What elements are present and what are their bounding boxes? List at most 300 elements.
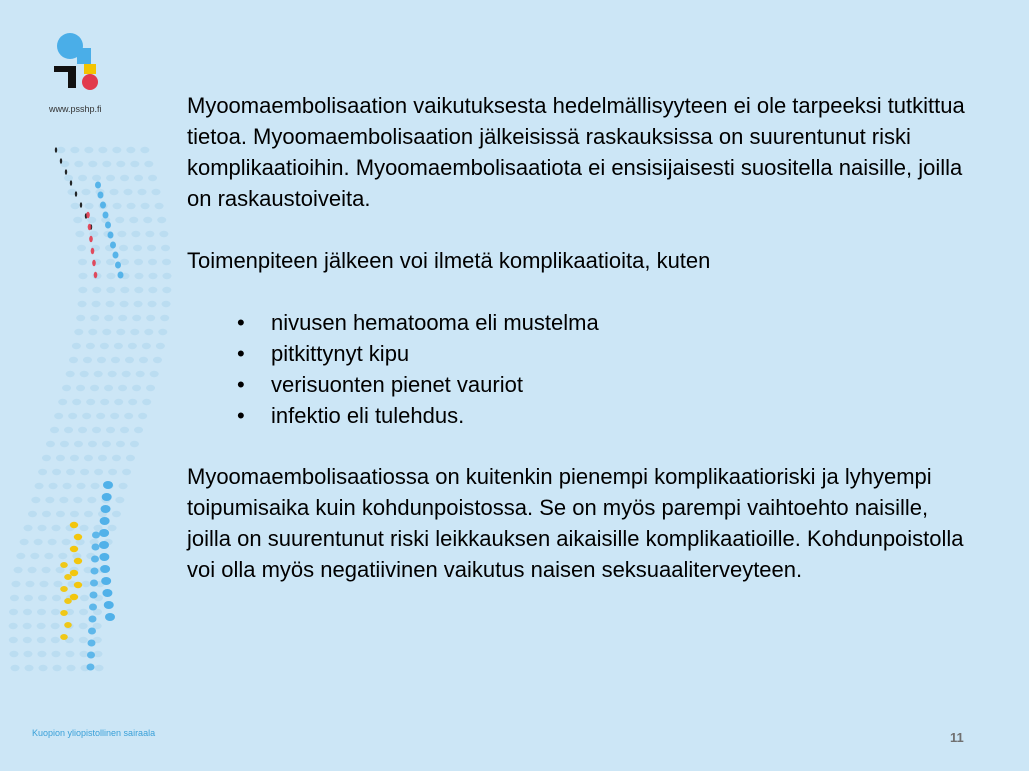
decor-dot bbox=[102, 493, 112, 501]
decor-dot bbox=[64, 622, 72, 628]
decor-dot bbox=[162, 287, 171, 293]
decor-dot bbox=[113, 203, 122, 209]
decor-dot bbox=[103, 212, 109, 219]
decor-dot bbox=[87, 664, 95, 671]
decor-dot bbox=[104, 601, 114, 609]
decor-dot bbox=[114, 399, 123, 405]
decor-dot bbox=[67, 665, 76, 671]
decor-dot bbox=[88, 640, 96, 647]
decor-dot bbox=[86, 399, 95, 405]
decor-dot bbox=[35, 483, 44, 489]
decor-dot bbox=[60, 158, 62, 164]
decor-dot bbox=[78, 259, 87, 265]
decor-dot bbox=[77, 245, 86, 251]
decor-dot bbox=[65, 169, 67, 175]
decor-dot bbox=[152, 189, 161, 195]
decor-dot bbox=[122, 469, 131, 475]
footer-organization: Kuopion yliopistollinen sairaala bbox=[32, 728, 156, 738]
decor-dot bbox=[53, 665, 62, 671]
decor-dot bbox=[45, 497, 54, 503]
decor-dot bbox=[148, 301, 157, 307]
decor-dot bbox=[142, 343, 151, 349]
decor-dot bbox=[60, 441, 69, 447]
decor-dot bbox=[28, 511, 37, 517]
decor-dot bbox=[106, 427, 115, 433]
decor-dot bbox=[74, 161, 83, 167]
decor-dot bbox=[158, 329, 167, 335]
decor-dot bbox=[132, 315, 141, 321]
decor-dot bbox=[66, 469, 75, 475]
bullet-icon: • bbox=[237, 372, 245, 397]
decor-dot bbox=[85, 203, 94, 209]
decor-dot bbox=[111, 357, 120, 363]
decor-dot bbox=[90, 385, 99, 391]
decor-dot bbox=[9, 609, 18, 615]
decor-dot bbox=[106, 175, 115, 181]
decor-dot bbox=[94, 371, 103, 377]
decor-dot bbox=[78, 287, 87, 293]
decor-dot bbox=[146, 315, 155, 321]
decor-dot bbox=[141, 203, 150, 209]
decor-dot bbox=[79, 609, 88, 615]
decor-dot bbox=[98, 192, 104, 199]
decor-dot bbox=[78, 301, 87, 307]
list-item-text: verisuonten pienet vauriot bbox=[271, 372, 523, 397]
paragraph-comparison: Myoomaembolisaatiossa on kuitenkin pienempi komplikaatioriski ja lyhyempi toipumisaika kuin kohdunpoistossa. Se on myös parempi vaihtoehto naisille, joilla on suurentunut riski leikkauksen aikaisille komplikaatioille. Kohdunpoistolla voi olla myös negatiivinen vaikutus naisen seksuaaliterveyteen. bbox=[187, 464, 964, 582]
decor-dot bbox=[64, 175, 73, 181]
decor-dot bbox=[115, 262, 121, 269]
decor-dot bbox=[115, 217, 124, 223]
decor-dot bbox=[23, 651, 32, 657]
decor-dot bbox=[120, 301, 129, 307]
decor-dot bbox=[120, 175, 129, 181]
decor-dot bbox=[42, 567, 51, 573]
decor-dot bbox=[88, 441, 97, 447]
decor-dot bbox=[73, 217, 82, 223]
decor-dot bbox=[50, 427, 59, 433]
decor-dot bbox=[102, 161, 111, 167]
decor-dot bbox=[108, 469, 117, 475]
decor-dot bbox=[161, 245, 170, 251]
decor-dot bbox=[66, 371, 75, 377]
decor-dot bbox=[88, 224, 92, 230]
decor-dot bbox=[122, 371, 131, 377]
decor-dot bbox=[128, 399, 137, 405]
decor-dot bbox=[126, 147, 135, 153]
decor-dot bbox=[79, 623, 88, 629]
decor-dot bbox=[125, 357, 134, 363]
logo-black-bar bbox=[54, 66, 68, 72]
decor-dot bbox=[94, 469, 103, 475]
decor-dot bbox=[76, 385, 85, 391]
decor-dot bbox=[90, 592, 98, 599]
decor-dot bbox=[134, 259, 143, 265]
decor-dot bbox=[51, 609, 60, 615]
decor-dot bbox=[119, 245, 128, 251]
decor-dot bbox=[162, 259, 171, 265]
decor-dot bbox=[134, 273, 143, 279]
decor-dot bbox=[84, 455, 93, 461]
decor-dot bbox=[77, 483, 86, 489]
decor-dot bbox=[106, 273, 115, 279]
decor-dot bbox=[148, 259, 157, 265]
decor-dot bbox=[42, 511, 51, 517]
decor-dot bbox=[126, 455, 135, 461]
logo-yellow-block bbox=[84, 64, 96, 74]
decor-dot bbox=[157, 217, 166, 223]
decor-dot bbox=[146, 385, 155, 391]
decor-dot bbox=[95, 665, 104, 671]
bullet-icon: • bbox=[237, 341, 245, 366]
decor-dot bbox=[159, 231, 168, 237]
list-item-text: pitkittynyt kipu bbox=[271, 341, 410, 366]
decor-dot bbox=[133, 245, 142, 251]
decor-dot bbox=[23, 623, 32, 629]
decor-dot bbox=[144, 161, 153, 167]
logo-black-stem bbox=[68, 66, 76, 88]
decor-dot bbox=[60, 586, 68, 592]
decor-dot bbox=[116, 161, 125, 167]
complications-list bbox=[187, 307, 967, 431]
decor-dot bbox=[102, 589, 112, 597]
decor-dot bbox=[130, 329, 139, 335]
decor-dot bbox=[134, 287, 143, 293]
decor-dot bbox=[120, 259, 129, 265]
decor-dot bbox=[92, 260, 96, 266]
decor-dot bbox=[100, 343, 109, 349]
decor-dot bbox=[79, 651, 88, 657]
decor-dot bbox=[101, 577, 111, 585]
decor-dot bbox=[140, 147, 149, 153]
decor-dot bbox=[134, 427, 143, 433]
decor-dot bbox=[9, 623, 18, 629]
decor-dot bbox=[87, 497, 96, 503]
decor-dot bbox=[147, 245, 156, 251]
decor-dot bbox=[124, 413, 133, 419]
decor-dot bbox=[38, 595, 47, 601]
decor-dot bbox=[89, 616, 97, 623]
decor-dot bbox=[65, 651, 74, 657]
decor-dot bbox=[106, 301, 115, 307]
decor-dot bbox=[52, 525, 61, 531]
paragraph-complications-intro: Toimenpiteen jälkeen voi ilmetä komplikaatioita, kuten bbox=[187, 248, 711, 273]
logo-blue-block bbox=[77, 48, 91, 64]
decor-dot bbox=[91, 568, 99, 575]
decor-dot bbox=[84, 147, 93, 153]
decor-dot bbox=[56, 511, 65, 517]
decor-dot bbox=[108, 232, 114, 239]
decor-dot bbox=[70, 522, 78, 528]
decor-dot bbox=[136, 371, 145, 377]
decor-dot bbox=[80, 371, 89, 377]
decor-dot bbox=[112, 455, 121, 461]
decor-dot bbox=[98, 455, 107, 461]
decor-dot bbox=[72, 399, 81, 405]
decor-dot bbox=[10, 595, 19, 601]
decor-dot bbox=[124, 189, 133, 195]
decor-dot bbox=[70, 594, 78, 600]
logo-red-circle bbox=[82, 74, 98, 90]
decor-dot bbox=[108, 371, 117, 377]
decor-dot bbox=[69, 357, 78, 363]
decor-dot bbox=[112, 511, 121, 517]
decor-dot bbox=[91, 483, 100, 489]
decor-dot bbox=[91, 556, 99, 563]
decor-dot bbox=[58, 553, 67, 559]
decor-dot bbox=[138, 189, 147, 195]
decor-dot bbox=[94, 272, 98, 278]
decor-dot bbox=[75, 191, 77, 197]
decor-dot bbox=[68, 413, 77, 419]
decor-dot bbox=[56, 455, 65, 461]
list-item bbox=[237, 338, 967, 369]
decor-dot bbox=[70, 455, 79, 461]
decor-dot bbox=[87, 652, 95, 659]
decor-dot bbox=[51, 651, 60, 657]
decor-dot bbox=[74, 534, 82, 540]
decor-dot bbox=[91, 248, 95, 254]
decor-dot bbox=[56, 147, 65, 153]
decor-dot bbox=[39, 665, 48, 671]
decor-dot bbox=[46, 441, 55, 447]
decor-dot bbox=[162, 301, 171, 307]
decor-dot bbox=[63, 483, 72, 489]
decor-dot bbox=[144, 329, 153, 335]
decor-dot bbox=[118, 385, 127, 391]
decor-dot bbox=[110, 242, 116, 249]
decor-dot bbox=[108, 525, 117, 531]
decor-dot bbox=[118, 272, 124, 279]
logo-url: www.psshp.fi bbox=[49, 104, 102, 114]
decor-dot bbox=[100, 202, 106, 209]
decor-dot bbox=[130, 161, 139, 167]
decor-dot bbox=[75, 231, 84, 237]
decor-dot bbox=[117, 231, 126, 237]
decor-dot bbox=[62, 385, 71, 391]
decor-dot bbox=[24, 595, 33, 601]
decor-dot bbox=[130, 441, 139, 447]
decor-dot bbox=[90, 315, 99, 321]
decor-dot bbox=[92, 175, 101, 181]
decor-dot bbox=[145, 231, 154, 237]
decor-dot bbox=[70, 570, 78, 576]
decor-dot bbox=[71, 203, 80, 209]
decor-dot bbox=[105, 613, 115, 621]
decor-dot bbox=[100, 565, 110, 573]
decor-dot bbox=[37, 623, 46, 629]
decor-dot bbox=[131, 231, 140, 237]
decor-dot bbox=[116, 441, 125, 447]
decor-dot bbox=[139, 357, 148, 363]
decor-dot bbox=[20, 539, 29, 545]
list-item bbox=[237, 400, 967, 431]
decor-dot bbox=[142, 399, 151, 405]
decor-dot bbox=[30, 553, 39, 559]
decor-dot bbox=[78, 273, 87, 279]
decor-dot bbox=[127, 203, 136, 209]
decor-dot bbox=[80, 202, 82, 208]
decor-dot bbox=[119, 483, 128, 489]
decor-dot bbox=[23, 637, 32, 643]
decor-dot bbox=[74, 329, 83, 335]
decor-dot bbox=[134, 175, 143, 181]
decor-dot bbox=[64, 427, 73, 433]
decor-dot bbox=[96, 413, 105, 419]
decor-dot bbox=[100, 517, 110, 525]
decor-dot bbox=[92, 427, 101, 433]
decor-dot bbox=[88, 329, 97, 335]
decor-dot bbox=[81, 581, 90, 587]
decor-dot bbox=[44, 553, 53, 559]
decor-dot bbox=[104, 385, 113, 391]
decor-dot bbox=[80, 469, 89, 475]
decor-dot bbox=[55, 147, 57, 153]
decor-dot bbox=[120, 287, 129, 293]
decor-dot bbox=[148, 175, 157, 181]
decor-dot bbox=[60, 562, 68, 568]
decor-dot bbox=[60, 610, 68, 616]
decor-dot bbox=[11, 665, 20, 671]
decor-dot bbox=[52, 469, 61, 475]
decor-dot bbox=[88, 628, 96, 635]
decor-dot bbox=[70, 511, 79, 517]
decor-dot bbox=[148, 287, 157, 293]
decor-dot bbox=[58, 399, 67, 405]
decor-dot bbox=[99, 529, 109, 537]
decor-dot bbox=[102, 329, 111, 335]
decor-dot bbox=[138, 413, 147, 419]
decor-dot bbox=[113, 252, 119, 259]
decor-dot bbox=[84, 511, 93, 517]
decor-dot bbox=[38, 469, 47, 475]
decor-dot bbox=[76, 315, 85, 321]
decor-dot bbox=[89, 604, 97, 611]
decor-dot bbox=[102, 441, 111, 447]
decor-dot bbox=[9, 637, 18, 643]
decor-dot bbox=[129, 217, 138, 223]
decor-dot bbox=[25, 665, 34, 671]
decor-dot bbox=[37, 651, 46, 657]
decor-dot bbox=[37, 637, 46, 643]
decor-dot bbox=[14, 567, 23, 573]
decor-dot bbox=[70, 180, 72, 186]
decor-dot bbox=[79, 637, 88, 643]
decor-dot bbox=[106, 259, 115, 265]
decor-dot bbox=[38, 525, 47, 531]
decor-dot bbox=[11, 581, 20, 587]
decor-dot bbox=[39, 581, 48, 587]
decorative-dot-wave bbox=[0, 130, 200, 710]
decor-dot bbox=[99, 553, 109, 561]
decor-dot bbox=[92, 544, 100, 551]
decor-dot bbox=[25, 581, 34, 587]
decor-dot bbox=[51, 623, 60, 629]
decor-dot bbox=[153, 357, 162, 363]
decor-dot bbox=[54, 413, 63, 419]
decor-dot bbox=[114, 343, 123, 349]
list-item-text: infektio eli tulehdus. bbox=[271, 403, 465, 428]
decor-dot bbox=[112, 147, 121, 153]
decor-dot bbox=[160, 315, 169, 321]
decor-dot bbox=[89, 236, 93, 242]
decor-dot bbox=[99, 541, 109, 549]
decor-dot bbox=[60, 634, 68, 640]
decor-dot bbox=[70, 147, 79, 153]
page-number: 11 bbox=[950, 730, 964, 745]
decor-dot bbox=[48, 539, 57, 545]
decor-dot bbox=[120, 427, 129, 433]
decor-dot bbox=[59, 497, 68, 503]
decor-dot bbox=[115, 497, 124, 503]
decor-dot bbox=[104, 315, 113, 321]
decor-dot bbox=[86, 212, 90, 218]
psshp-logo bbox=[50, 32, 110, 102]
paragraph-fertility: Myoomaembolisaation vaikutuksesta hedelmällisyyteen ei ole tarpeeksi tutkittua tietoa. Myoomaembolisaation jälkeisissä raskauksissa on suurentunut riski komplikaatioihin. Myoomaembolisaatiota ei ensisijaisesti suositella naisille, joilla on raskaustoiveita. bbox=[187, 93, 965, 211]
list-item bbox=[237, 307, 967, 338]
decor-dot bbox=[148, 273, 157, 279]
decor-dot bbox=[52, 595, 61, 601]
decor-dot bbox=[110, 413, 119, 419]
decor-dot bbox=[88, 161, 97, 167]
decor-dot bbox=[92, 287, 101, 293]
decor-dot bbox=[74, 582, 82, 588]
decor-dot bbox=[156, 343, 165, 349]
decor-dot bbox=[78, 175, 87, 181]
decor-dot bbox=[150, 371, 159, 377]
decor-dot bbox=[82, 189, 91, 195]
decor-dot bbox=[9, 651, 18, 657]
slide-content bbox=[187, 90, 967, 585]
decor-dot bbox=[73, 497, 82, 503]
decor-dot bbox=[24, 525, 33, 531]
decor-dot bbox=[92, 532, 100, 539]
decor-dot bbox=[62, 539, 71, 545]
decor-dot bbox=[97, 357, 106, 363]
decor-dot bbox=[74, 558, 82, 564]
decor-dot bbox=[101, 505, 111, 513]
decor-dot bbox=[143, 217, 152, 223]
decor-dot bbox=[34, 539, 43, 545]
decor-dot bbox=[78, 427, 87, 433]
decor-dot bbox=[98, 147, 107, 153]
decor-dot bbox=[90, 580, 98, 587]
decor-dot bbox=[42, 455, 51, 461]
decor-dot bbox=[92, 301, 101, 307]
decor-dot bbox=[37, 609, 46, 615]
decor-dot bbox=[51, 637, 60, 643]
decor-dot bbox=[103, 481, 113, 489]
decor-dot bbox=[16, 553, 25, 559]
decor-dot bbox=[105, 222, 111, 229]
decor-dot bbox=[106, 287, 115, 293]
decor-dot bbox=[162, 273, 171, 279]
decor-dot bbox=[28, 567, 37, 573]
decor-dot bbox=[74, 441, 83, 447]
decor-dot bbox=[155, 203, 164, 209]
decor-dot bbox=[118, 315, 127, 321]
bullet-icon: • bbox=[237, 403, 245, 428]
decor-dot bbox=[134, 301, 143, 307]
decor-dot bbox=[95, 182, 101, 189]
decor-dot bbox=[100, 399, 109, 405]
decor-dot bbox=[110, 189, 119, 195]
decor-dot bbox=[86, 343, 95, 349]
decor-dot bbox=[53, 581, 62, 587]
list-item bbox=[237, 369, 967, 400]
decor-dot bbox=[128, 343, 137, 349]
decor-dot bbox=[49, 483, 58, 489]
list-item-text: nivusen hematooma eli mustelma bbox=[271, 310, 599, 335]
